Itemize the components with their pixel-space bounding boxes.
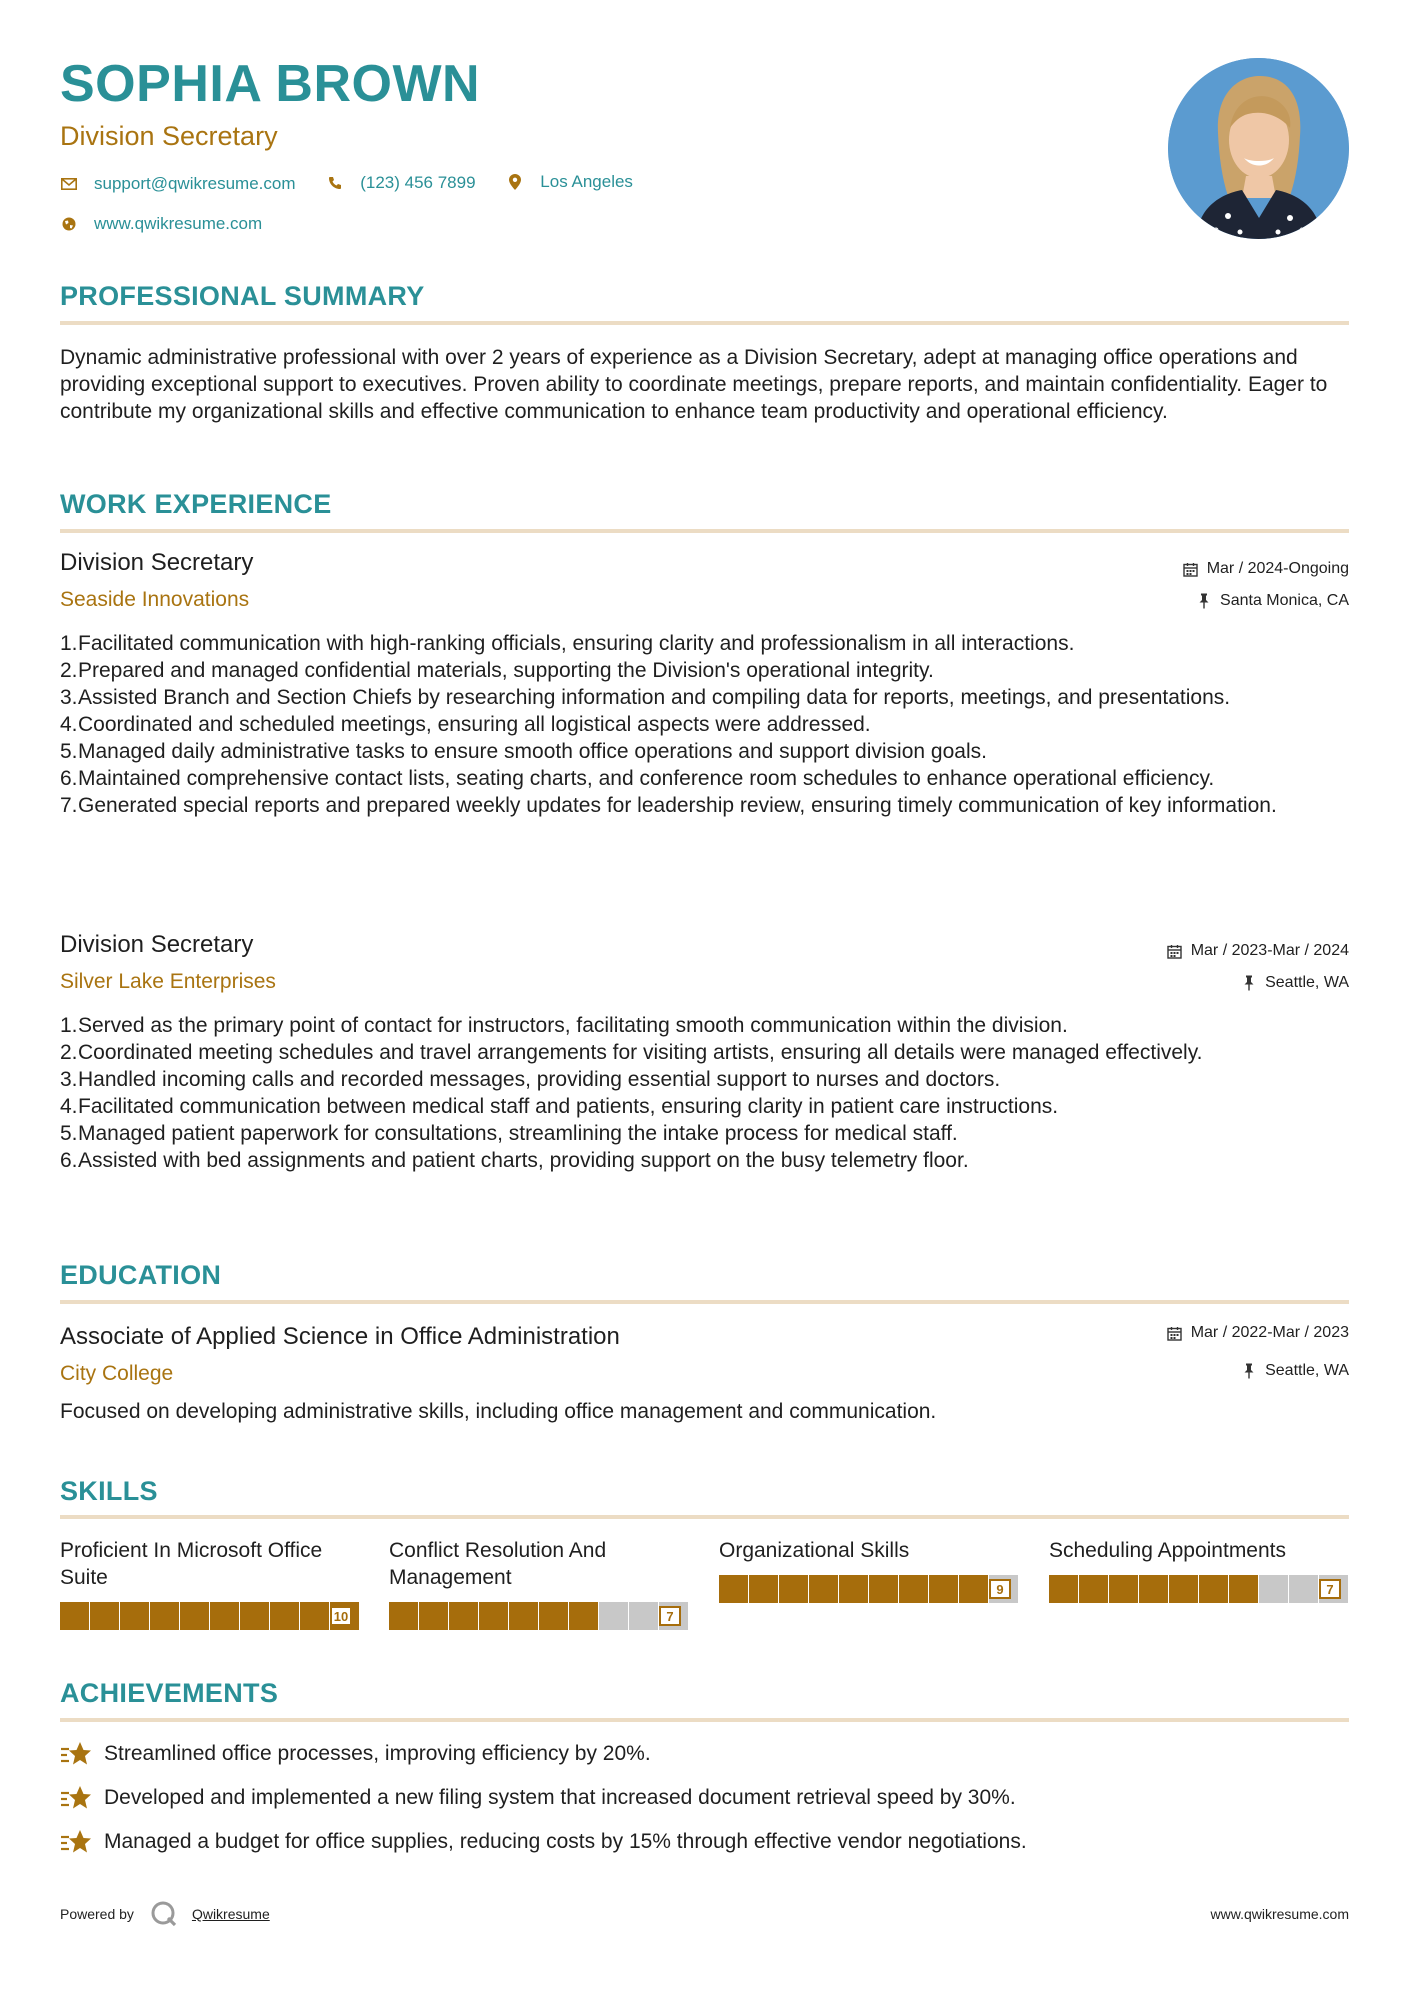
- skill-level-segment: [779, 1575, 808, 1603]
- skill-level-segment: [1289, 1575, 1318, 1603]
- skill-name: Proficient In Microsoft Office Suite: [60, 1539, 323, 1589]
- skill-level-segment: [1169, 1575, 1198, 1603]
- pin-icon: [1196, 593, 1212, 609]
- skill-level-segment: [1229, 1575, 1258, 1603]
- achievement-text: Streamlined office processes, improving efficiency by 20%.: [104, 1742, 651, 1765]
- summary-divider: [60, 321, 1349, 325]
- skill-name: Scheduling Appointments: [1049, 1539, 1286, 1562]
- skill-level-segment: [1139, 1575, 1168, 1603]
- list-item: 2. Coordinated meeting schedules and travel arrangements for visiting artists, ensuring all details were managed effectively.: [60, 1041, 1203, 1064]
- footer-branding: [60, 1900, 270, 1928]
- skill-level-badge: 10: [330, 1606, 352, 1626]
- email-text: support@qwikresume.com: [94, 174, 296, 193]
- contact-website[interactable]: [60, 214, 262, 234]
- calendar-icon: [1167, 1325, 1183, 1341]
- job-location-text: Seattle, WA: [1265, 974, 1349, 991]
- contact-location: [506, 172, 633, 192]
- skills-heading: SKILLS: [60, 1476, 158, 1506]
- skill-level-segment: [120, 1602, 149, 1630]
- education-divider: [60, 1300, 1349, 1304]
- experience-divider: [60, 529, 1349, 533]
- skill-item: [60, 1537, 360, 1624]
- pin-icon: [1241, 1363, 1257, 1379]
- list-item: 4. Facilitated communication between medical staff and patients, ensuring clarity in patient care instructions.: [60, 1095, 1059, 1118]
- list-item: 4. Coordinated and scheduled meetings, ensuring all logistical aspects were addressed.: [60, 713, 871, 736]
- school-name: City College: [60, 1362, 174, 1385]
- job-title: Division Secretary: [60, 549, 254, 576]
- achievements-divider: [60, 1718, 1349, 1722]
- job-dates-text: Mar / 2024-Ongoing: [1206, 560, 1349, 577]
- skill-level-segment: [749, 1575, 778, 1603]
- skill-level-bar: [1049, 1575, 1349, 1603]
- list-item: 3. Assisted Branch and Section Chiefs by researching information and compiling data for reports, meetings, and presentations.: [60, 686, 1231, 709]
- list-item: 6. Assisted with bed assignments and patient charts, providing support on the busy telemetry floor.: [60, 1149, 969, 1172]
- skill-level-segment: [569, 1602, 598, 1630]
- education-heading: EDUCATION: [60, 1260, 222, 1290]
- skill-level-segment: [1199, 1575, 1228, 1603]
- job-title: Division Secretary: [60, 931, 254, 958]
- skill-level-segment: [629, 1602, 658, 1630]
- job-company: Seaside Innovations: [60, 588, 250, 611]
- calendar-icon: [1183, 561, 1199, 577]
- list-item: 3. Handled incoming calls and recorded messages, providing essential support to nurses and doctors.: [60, 1068, 1001, 1091]
- job-dates: [1183, 560, 1349, 578]
- skill-item: [1049, 1537, 1349, 1597]
- contact-phone[interactable]: [326, 173, 475, 193]
- skill-level-segment: [1109, 1575, 1138, 1603]
- star-icon: [60, 1828, 92, 1856]
- skill-level-segment: [180, 1602, 209, 1630]
- phone-icon: [326, 174, 344, 192]
- skill-level-bar: [389, 1602, 689, 1630]
- skill-item: [389, 1537, 689, 1624]
- star-icon: [60, 1784, 92, 1812]
- contact-row: [60, 172, 659, 195]
- job-company: Silver Lake Enterprises: [60, 970, 276, 993]
- skill-level-bar: [60, 1602, 360, 1630]
- map-pin-icon: [506, 173, 524, 191]
- location-text: Los Angeles: [540, 172, 633, 191]
- achievement-item: [60, 1740, 651, 1768]
- degree-title: Associate of Applied Science in Office Administration: [60, 1323, 620, 1350]
- skill-level-segment: [899, 1575, 928, 1603]
- list-item: 7. Generated special reports and prepared weekly updates for leadership review, ensuring timely communication of key information.: [60, 794, 1277, 817]
- skill-level-segment: [959, 1575, 988, 1603]
- skill-level-segment: [389, 1602, 418, 1630]
- achievement-item: [60, 1784, 1016, 1812]
- skill-level-bar: [719, 1575, 1019, 1603]
- job-location: [1196, 592, 1349, 610]
- skill-name: Organizational Skills: [719, 1539, 910, 1562]
- globe-icon: [60, 215, 78, 233]
- achievement-text: Developed and implemented a new filing system that increased document retrieval speed by 30%.: [104, 1786, 1016, 1809]
- skill-level-segment: [419, 1602, 448, 1630]
- education-location: [1241, 1362, 1349, 1380]
- skill-level-badge: 9: [989, 1579, 1011, 1599]
- website-text: www.qwikresume.com: [94, 214, 263, 233]
- job-dates: [1167, 942, 1349, 960]
- contact-email[interactable]: [60, 174, 296, 194]
- powered-by-text: Powered by: [60, 1906, 134, 1922]
- skill-level-segment: [509, 1602, 538, 1630]
- job-location-text: Santa Monica, CA: [1220, 592, 1349, 609]
- candidate-title: Division Secretary: [60, 121, 278, 151]
- skill-level-segment: [300, 1602, 329, 1630]
- skill-level-segment: [90, 1602, 119, 1630]
- skill-level-segment: [240, 1602, 269, 1630]
- skill-level-segment: [150, 1602, 179, 1630]
- list-item: 5. Managed daily administrative tasks to ensure smooth office operations and support division goals.: [60, 740, 987, 763]
- list-item: 5. Managed patient paperwork for consultations, streamlining the intake process for medical staff.: [60, 1122, 958, 1145]
- experience-heading: WORK EXPERIENCE: [60, 489, 332, 519]
- calendar-icon: [1167, 943, 1183, 959]
- job-bullets: [60, 1012, 1349, 1174]
- skill-level-segment: [1049, 1575, 1078, 1603]
- education-dates: [1167, 1324, 1349, 1342]
- achievement-item: [60, 1828, 1027, 1856]
- list-item: 1. Facilitated communication with high-ranking officials, ensuring clarity and professionalism in all interactions.: [60, 632, 1075, 655]
- list-item: 2. Prepared and managed confidential materials, supporting the Division's operational integrity.: [60, 659, 934, 682]
- skill-level-segment: [1259, 1575, 1288, 1603]
- skill-level-segment: [869, 1575, 898, 1603]
- skill-item: [719, 1537, 1019, 1597]
- summary-text: Dynamic administrative professional with over 2 years of experience as a Division Secretary, adept at managing office operations and providing exceptional support to executives. Proven ability to coordinate meetings, prepare reports, and maintain confidentiality. Eager to contribute my organizational skills and effective communication to enhance team productivity and operational efficiency.: [60, 346, 1328, 423]
- skill-level-segment: [839, 1575, 868, 1603]
- summary-heading: PROFESSIONAL SUMMARY: [60, 281, 425, 311]
- skill-level-segment: [479, 1602, 508, 1630]
- qwikresume-link[interactable]: Qwikresume: [191, 1906, 270, 1922]
- envelope-icon: [60, 175, 78, 193]
- skill-level-segment: [1079, 1575, 1108, 1603]
- job-location: [1241, 974, 1349, 992]
- footer-website[interactable]: www.qwikresume.com: [1210, 1906, 1349, 1922]
- skill-level-segment: [60, 1602, 89, 1630]
- education-location-text: Seattle, WA: [1265, 1362, 1349, 1379]
- qwikresume-logo-icon: [150, 1900, 178, 1928]
- education-description: Focused on developing administrative skills, including office management and communication.: [60, 1400, 937, 1423]
- candidate-name: SOPHIA BROWN: [60, 55, 481, 113]
- skill-level-segment: [210, 1602, 239, 1630]
- skill-level-badge: 7: [659, 1606, 681, 1626]
- skill-level-segment: [270, 1602, 299, 1630]
- skill-level-segment: [929, 1575, 958, 1603]
- star-icon: [60, 1740, 92, 1768]
- skill-name: Conflict Resolution And Management: [389, 1539, 607, 1589]
- pin-icon: [1241, 975, 1257, 991]
- skill-level-badge: 7: [1319, 1579, 1341, 1599]
- education-dates-text: Mar / 2022-Mar / 2023: [1190, 1324, 1349, 1341]
- avatar: [1168, 58, 1349, 239]
- phone-text: (123) 456 7899: [360, 173, 476, 192]
- achievements-heading: ACHIEVEMENTS: [60, 1678, 279, 1708]
- skill-level-segment: [719, 1575, 748, 1603]
- skill-level-segment: [539, 1602, 568, 1630]
- resume-page: [60, 0, 1349, 1990]
- list-item: 6. Maintained comprehensive contact lists, seating charts, and conference room schedules to enhance operational efficiency.: [60, 767, 1215, 790]
- skill-level-segment: [809, 1575, 838, 1603]
- list-item: 1. Served as the primary point of contact for instructors, facilitating smooth communication within the division.: [60, 1014, 1068, 1037]
- skill-level-segment: [449, 1602, 478, 1630]
- job-dates-text: Mar / 2023-Mar / 2024: [1190, 942, 1349, 959]
- skill-level-segment: [599, 1602, 628, 1630]
- achievement-text: Managed a budget for office supplies, reducing costs by 15% through effective vendor negotiations.: [104, 1830, 1027, 1853]
- skills-divider: [60, 1515, 1349, 1519]
- job-bullets: [60, 630, 1349, 819]
